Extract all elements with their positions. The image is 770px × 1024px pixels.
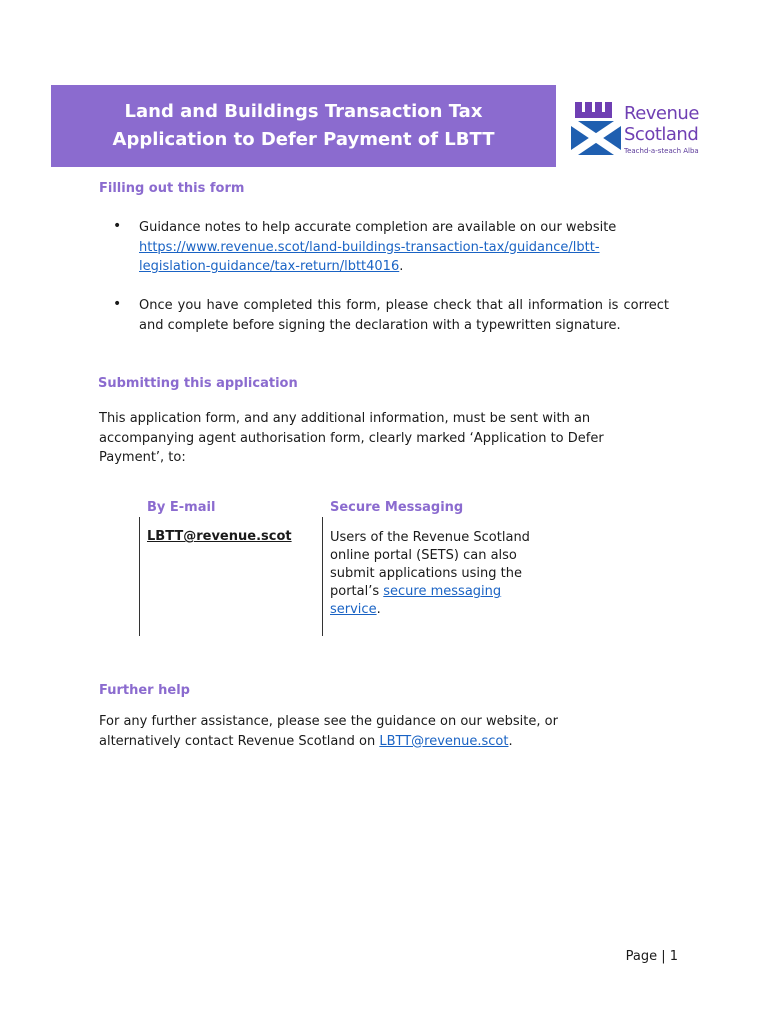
guidance-link-line-1: https://www.revenue.scot/land-buildings-transaction-tax/guidance/lbtt-	[139, 239, 600, 255]
bullet-1-text	[139, 218, 674, 277]
secure-column-divider	[322, 517, 323, 636]
secure-intro: Users of the Revenue Scotland online portal (SETS) can also submit applications using the portal’s	[330, 530, 530, 599]
submitting-heading: Submitting this application	[98, 376, 298, 391]
bullet-1-intro: Guidance notes to help accurate completion are available on our website	[139, 220, 617, 235]
bullet-2-marker: •	[113, 296, 122, 312]
title-line-1: Land and Buildings Transaction Tax	[124, 101, 483, 122]
revenue-scotland-logo	[571, 100, 716, 160]
secure-end: .	[376, 602, 381, 617]
further-help-email-link[interactable]: LBTT@revenue.scot	[379, 733, 509, 749]
secure-messaging-text	[330, 529, 555, 619]
guidance-link[interactable]	[139, 240, 600, 275]
logo-word-revenue: Revenue	[624, 103, 699, 124]
title-line-2: Application to Defer Payment of LBTT	[112, 129, 495, 150]
submitting-text: This application form, and any additional information, must be sent with an accompanying agent authorisation form, clearly marked ‘Application to Defer Payment’, to:	[99, 411, 604, 465]
further-help-text	[99, 712, 629, 751]
guidance-link-line-2: legislation-guidance/tax-return/lbtt4016	[139, 259, 400, 274]
secure-messaging-link[interactable]: secure messaging service	[330, 584, 502, 617]
bullet-2-text: Once you have completed this form, please check that all information is correct and complete before signing the declaration with a typewritten signature.	[139, 298, 669, 333]
logo-tagline: Teachd-a-steach Alba	[624, 147, 699, 155]
page-number: Page | 1	[625, 949, 678, 964]
bullet-1-marker: •	[113, 218, 122, 234]
secure-column-heading: Secure Messaging	[330, 500, 464, 515]
email-column-divider	[139, 517, 140, 636]
saltire-castle-icon	[571, 102, 621, 158]
logo-word-scotland: Scotland	[624, 124, 699, 145]
email-column-heading: By E-mail	[147, 500, 216, 515]
further-help-heading: Further help	[99, 683, 190, 698]
filling-heading: Filling out this form	[99, 181, 245, 196]
further-help-end: .	[508, 733, 513, 749]
further-help-intro: For any further assistance, please see the guidance on our website, or alternatively contact Revenue Scotland on	[99, 714, 558, 749]
email-link[interactable]: LBTT@revenue.scot	[147, 529, 292, 544]
bullet-1-end: .	[399, 259, 404, 274]
title-banner	[51, 85, 556, 167]
